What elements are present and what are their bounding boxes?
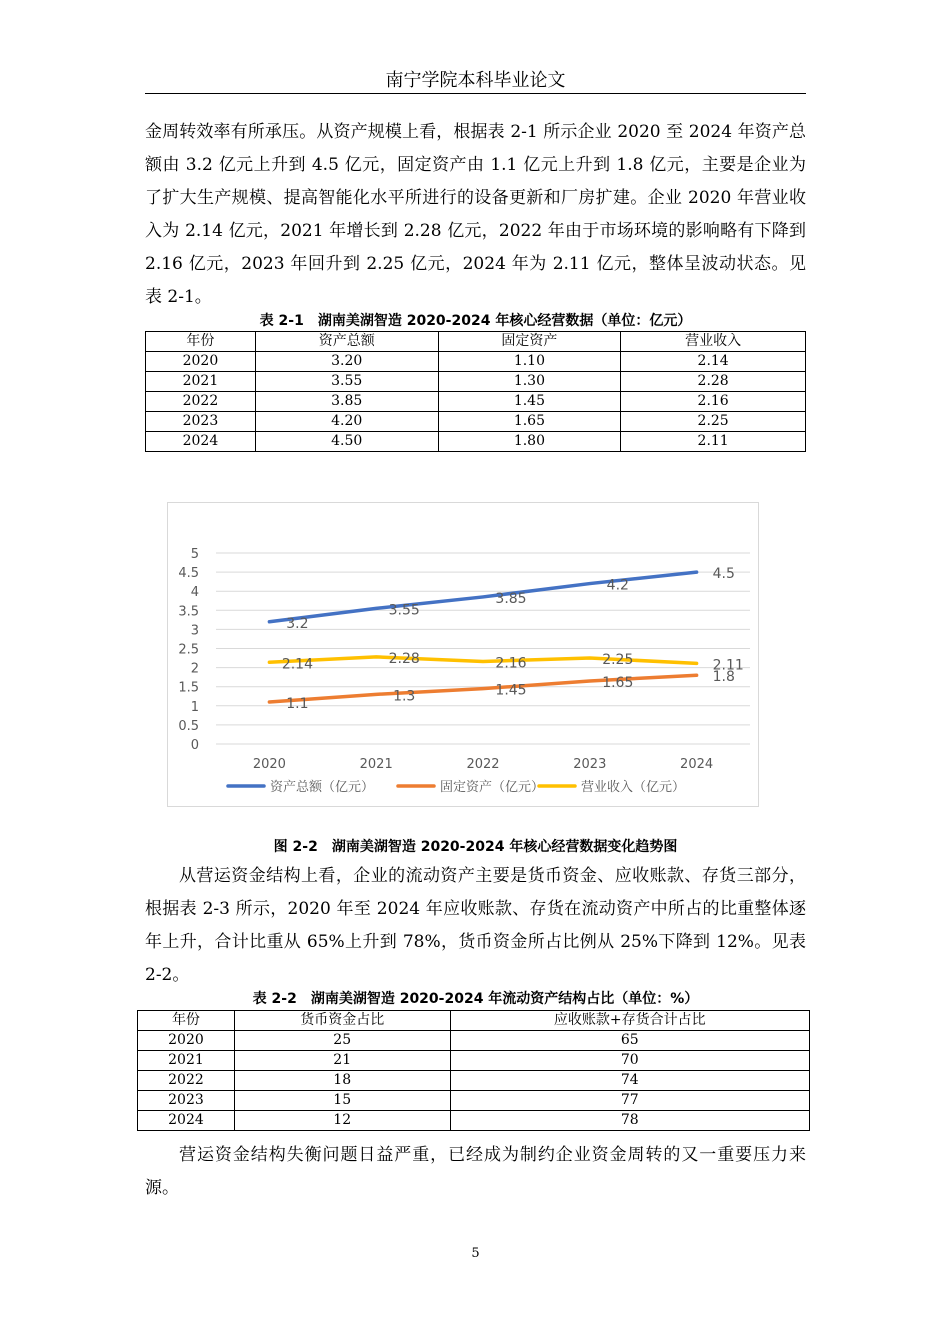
table-row — [138, 1031, 810, 1051]
legend-label: 固定资产（亿元） — [440, 780, 545, 795]
table-cell: 2.16 — [621, 392, 806, 412]
x-tick-label: 2021 — [359, 757, 393, 772]
table-2 — [137, 1010, 810, 1131]
table-cell: 25 — [234, 1031, 450, 1051]
column-header: 货币资金占比 — [234, 1011, 450, 1031]
paragraph-2: 从营运资金结构上看，企业的流动资产主要是货币资金、应收账款、存货三部分，根据表 2-3 所示，2020 年至 2024 年应收账款、存货在流动资产中所占的比重整体逐年上升，合计比重从 65%上升到 78%，货币资金所占比例从 25%下降到 12%。见表 2-2。 — [145, 866, 806, 985]
column-header: 固定资产 — [438, 332, 621, 352]
table-1-caption: 表 2-1 湖南美湖智造 2020-2024 年核心经营数据（单位：亿元） — [259, 313, 692, 329]
table-cell: 2020 — [146, 352, 256, 372]
data-label: 2.11 — [712, 657, 744, 674]
table-cell: 4.50 — [255, 432, 438, 452]
data-label: 4.5 — [712, 566, 735, 583]
data-label: 3.2 — [286, 615, 309, 632]
series-line — [269, 572, 696, 622]
x-tick-label: 2023 — [573, 757, 607, 772]
x-tick-label: 2024 — [680, 757, 714, 772]
table-row — [138, 1051, 810, 1071]
table-row — [146, 372, 806, 392]
table-cell: 2020 — [138, 1031, 235, 1051]
table-cell: 2021 — [138, 1051, 235, 1071]
table-cell: 2.14 — [621, 352, 806, 372]
table-2-caption: 表 2-2 湖南美湖智造 2020-2024 年流动资产结构占比（单位：%） — [252, 991, 699, 1007]
data-label: 3.85 — [495, 590, 527, 607]
table-cell: 2.11 — [621, 432, 806, 452]
y-tick-label: 0.5 — [178, 718, 199, 734]
table-cell: 65 — [450, 1031, 809, 1051]
column-header: 营业收入 — [621, 332, 806, 352]
paragraph-1: 金周转效率有所承压。从资产规模上看，根据表 2-1 所示企业 2020 至 2024 年资产总额由 3.2 亿元上升到 4.5 亿元，固定资产由 1.1 亿元上升到 1.8 亿元，主要是企业为了扩大生产规模、提高智能化水平所进行的设备更新和厂房扩建。企业 2020 年营业收入为 2.14 亿元，2021 年增长到 2.28 亿元，2022 年由于市场环境的影响略有下降到 2.16 亿元，2023 年回升到 2.25 亿元，2024 年为 2.11 亿元，整体呈波动状态。见表 2-1。 — [145, 122, 806, 307]
data-label: 1.3 — [393, 688, 416, 705]
table-cell: 2.25 — [621, 412, 806, 432]
figure-caption: 图 2-2 湖南美湖智造 2020-2024 年核心经营数据变化趋势图 — [273, 839, 678, 855]
x-tick-label: 2020 — [252, 757, 286, 772]
table-row — [138, 1111, 810, 1131]
line-chart — [167, 502, 759, 807]
table-cell: 77 — [450, 1091, 809, 1111]
data-label: 1.8 — [712, 669, 735, 686]
column-header: 应收账款+存货合计占比 — [450, 1011, 809, 1031]
table-cell: 2.28 — [621, 372, 806, 392]
table-1 — [145, 331, 806, 452]
table-row — [146, 412, 806, 432]
page-number: 5 — [471, 1246, 480, 1261]
table-row — [146, 432, 806, 452]
table-cell: 12 — [234, 1111, 450, 1131]
running-header: 南宁学院本科毕业论文 — [385, 70, 566, 91]
table-cell: 1.65 — [438, 412, 621, 432]
y-tick-label: 4.5 — [178, 566, 199, 582]
table-header-row — [138, 1011, 810, 1031]
table-cell: 74 — [450, 1071, 809, 1091]
data-label: 1.1 — [286, 695, 309, 712]
y-tick-label: 2.5 — [178, 642, 199, 658]
table-cell: 2023 — [146, 412, 256, 432]
table-row — [138, 1071, 810, 1091]
table-cell: 4.20 — [255, 412, 438, 432]
y-tick-label: 1 — [190, 699, 199, 715]
table-cell: 3.85 — [255, 392, 438, 412]
data-label: 3.55 — [388, 602, 420, 619]
table-cell: 70 — [450, 1051, 809, 1071]
y-tick-label: 2 — [190, 661, 199, 677]
table-cell: 15 — [234, 1091, 450, 1111]
data-label: 2.28 — [388, 650, 420, 667]
y-tick-label: 4 — [190, 585, 199, 601]
table-cell: 2024 — [138, 1111, 235, 1131]
table-cell: 2023 — [138, 1091, 235, 1111]
table-cell: 2022 — [138, 1071, 235, 1091]
column-header: 年份 — [138, 1011, 235, 1031]
data-label: 1.65 — [602, 674, 634, 691]
table-cell: 1.45 — [438, 392, 621, 412]
y-tick-label: 3 — [190, 623, 199, 639]
table-cell: 3.55 — [255, 372, 438, 392]
table-header-row — [146, 332, 806, 352]
table-cell: 18 — [234, 1071, 450, 1091]
legend-label: 营业收入（亿元） — [581, 780, 686, 795]
data-label: 4.2 — [606, 577, 629, 594]
column-header: 资产总额 — [255, 332, 438, 352]
chart-canvas — [168, 503, 760, 808]
table-cell: 1.30 — [438, 372, 621, 392]
y-tick-label: 0 — [190, 738, 199, 753]
y-tick-label: 5 — [190, 547, 199, 562]
table-cell: 78 — [450, 1111, 809, 1131]
table-row — [146, 392, 806, 412]
data-label: 1.45 — [495, 682, 527, 699]
table-cell: 2021 — [146, 372, 256, 392]
data-label: 2.14 — [281, 656, 313, 673]
table-cell: 3.20 — [255, 352, 438, 372]
y-tick-label: 1.5 — [178, 680, 199, 696]
table-row — [146, 352, 806, 372]
table-row — [138, 1091, 810, 1111]
table-cell: 2024 — [146, 432, 256, 452]
column-header: 年份 — [146, 332, 256, 352]
table-cell: 1.80 — [438, 432, 621, 452]
table-cell: 1.10 — [438, 352, 621, 372]
x-tick-label: 2022 — [466, 757, 500, 772]
y-tick-label: 3.5 — [178, 604, 199, 620]
table-cell: 2022 — [146, 392, 256, 412]
table-cell: 21 — [234, 1051, 450, 1071]
paragraph-3: 营运资金结构失衡问题日益严重，已经成为制约企业资金周转的又一重要压力来源。 — [145, 1145, 806, 1198]
legend-label: 资产总额（亿元） — [270, 780, 375, 795]
data-label: 2.25 — [602, 652, 634, 669]
header-rule — [145, 93, 806, 94]
data-label: 2.16 — [495, 655, 527, 672]
